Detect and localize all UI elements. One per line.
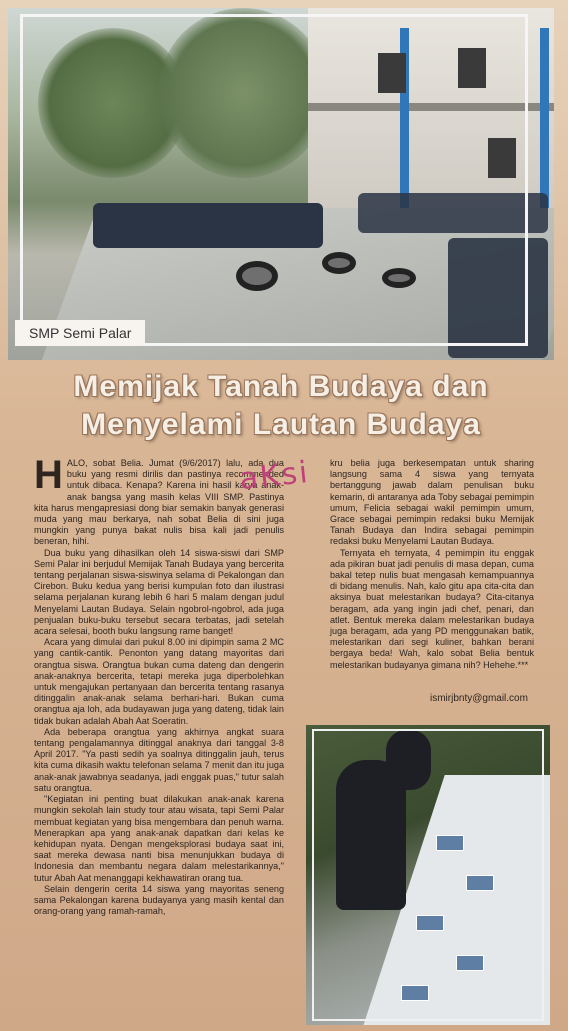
article-paragraph: Acara yang dimulai dari pukul 8.00 ini dipimpin sama 2 MC yang cantik-cantik. Penonton yang datang mayoritas dari orangtua siswa. Orangtua bukan cuma dateng dan dengerin anak-anaknya bercerita, tetapi mereka juga diperbolehkan untuk mengajukan pertanyaan dan bercerita tentang rasanya ditinggalin anak-anak selama berhari-hari. Bukan cuma orangtua aja loh, ada budayawan juga yang dateng, tidak lain tidak bukan adalah Abah Aat Soeratin.: [34, 637, 284, 726]
article-paragraph: Selain dengerin cerita 14 siswa yang mayoritas seneng sama Pekalongan karena budayanya yang masih kental dan orang-orang yang ramah-ramah,: [34, 883, 284, 917]
photo-frame: [312, 729, 544, 1021]
photo-caption: SMP Semi Palar: [15, 320, 145, 346]
photo-frame: [20, 14, 528, 346]
article-left-column: [34, 453, 284, 917]
article-paragraph: Ada beberapa orangtua yang akhirnya angkat suara tentang pengalamannya ditinggal anaknya dari tanggal 3-8 April 2017. "Ya pasti sedih ya soalnya ditinggalin jauh, terus kita cuma dikasih waktu telefonan selama 7 menit dan itu juga anak-anak jawabnya seadanya, jadi enggak puas," tutur salah satu orangtua.: [34, 726, 284, 793]
aksi-logo: aKsi: [237, 454, 312, 498]
dropcap: H: [34, 453, 63, 497]
article-paragraph: HALO, sobat Belia. Jumat (9/6/2017) lalu, ada dua buku yang resmi dirilis dan pastinya recommended untuk dibaca. Kenapa? Karena ini hasil karya anak-anak bangsa yang masih kelas VIII SMP. Pastinya kita harus mengapresiasi dong biar semakin banyak generasi muda yang mau berkarya, nah sobat Belia di sini juga mungkin yang punya bakat nulis bisa kali jadi penulis beneran, hihi.: [34, 453, 284, 547]
article-paragraph: Dua buku yang dihasilkan oleh 14 siswa-siswi dari SMP Semi Palar ini berjudul Memijak Tanah Budaya yang bercerita tentang perjalanan siswa-siswinya selama di Pekalongan dan Cirebon. Buku kedua yang berisi kumpulan foto dan ilustrasi selama perjalanan kurang lebih 6 hari 5 malam dengan judul Menyelami Lautan Budaya. Selain ngobrol-ngobrol, ada juga penjualan buku-buku tersebut secara terbatas, jadi setelah acara selesai, booth buku langsung rame banget!: [34, 547, 284, 637]
headline-line-1: Memijak Tanah Budaya dan: [73, 370, 489, 403]
article-paragraph: "Kegiatan ini penting buat dilakukan anak-anak karena mungkin sekolah lain study tour atau wisata, tapi Semi Palar membuat kegiatan yang bisa mengembara dan penuh warna. Menerapkan apa yang anak-anak dapatkan dari kelas ke kehidupan nyata. Dengan mengeksplorasi budaya saat ini, saat mereka dewasa nanti bisa menunjukkan budaya di Indonesia dan membantu negara dalam melestarikannya," tutur Abah Aat menanggapi kekhawatiran orang tua.: [34, 794, 284, 883]
article-right-column: [294, 458, 534, 671]
headline-line-2: Menyelami Lautan Budaya: [81, 408, 481, 441]
author-email: ismirjbnty@gmail.com: [430, 693, 528, 704]
article-paragraph: kru belia juga berkesempatan untuk sharing langsung sama 4 siswa yang ternyata bertanggung jawab dalam penulisan buku kemarin, di antaranya ada Toby sebagai pemimpin umum, Felicia sebagai wakil pemimpin umum, Grace sebagai pemimpin redaksi buku Memijak Tanah Budaya dan Indira sebagai pemimpin redaksi buku Menyelami Lautan Budaya.: [330, 458, 534, 547]
article-paragraph: Ternyata eh ternyata, 4 pemimpin itu enggak ada pikiran buat jadi penulis di masa depan, cuma bakal tetep nulis buat mengasah kemampuannya di bidang menulis. Nah, kalo gitu apa cita-cita dan aksinya buat melestarikan budaya? Cita-citanya beragam, ada yang ingin jadi chef, penari, dan atlet. Bentuk mereka dalam melestarikan budaya juga beragam, ada yang PD menggunakan batik, melestarikan dari segi kuliner, bahkan berani bergaya beda! Wah, kalo sobat Belia bentuk melestarikan budayanya gimana nih? Hehehe.***: [330, 547, 534, 670]
article-headline: [8, 368, 554, 444]
